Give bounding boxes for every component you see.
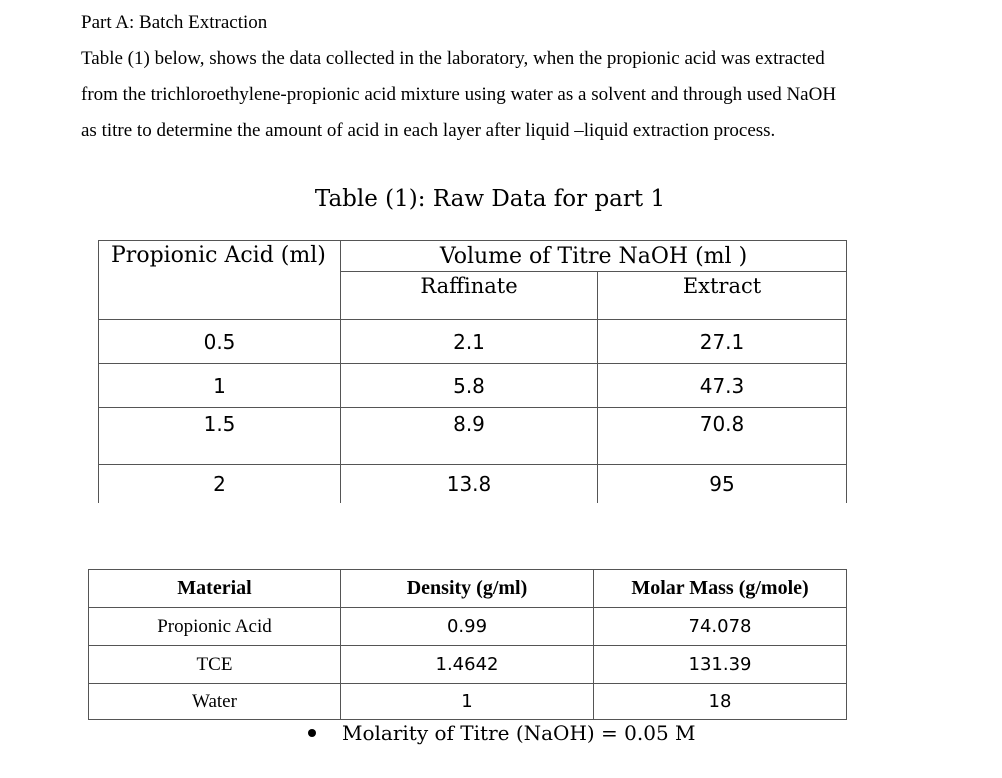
paragraph-line-2: from the trichloroethylene-propionic acid mixture using water as a solvent and through used NaOH [81, 84, 837, 105]
table-cell: 2 [99, 465, 341, 503]
table-row [99, 364, 847, 408]
table-cell: TCE [89, 646, 341, 684]
bullet-icon [308, 729, 316, 737]
table-cell: 74.078 [594, 608, 847, 646]
table-cell: 1 [341, 684, 594, 720]
table-1-caption: Table (1): Raw Data for part 1 [314, 186, 666, 212]
table-cell: 70.8 [598, 408, 847, 465]
column-header-extract: Extract [598, 272, 847, 320]
properties-table [88, 569, 847, 720]
table-row [99, 320, 847, 364]
table-cell: Propionic Acid [89, 608, 341, 646]
table-cell: 8.9 [341, 408, 598, 465]
column-header-titre-volume: Volume of Titre NaOH (ml ) [341, 241, 847, 272]
molarity-note-text: Molarity of Titre (NaOH) = 0.05 M [342, 721, 696, 745]
table-cell: Water [89, 684, 341, 720]
section-heading: Part A: Batch Extraction [81, 12, 268, 33]
table-cell: 5.8 [341, 364, 598, 408]
column-header-density: Density (g/ml) [341, 570, 594, 608]
column-header-propionic-acid: Propionic Acid (ml) [99, 241, 341, 320]
table-cell: 1 [99, 364, 341, 408]
paragraph-line-3: as titre to determine the amount of acid in each layer after liquid –liquid extraction process. [81, 120, 776, 141]
table-cell: 0.5 [99, 320, 341, 364]
table-row [89, 646, 847, 684]
table-cell: 18 [594, 684, 847, 720]
table-cell: 1.4642 [341, 646, 594, 684]
table-cell: 27.1 [598, 320, 847, 364]
column-header-molar-mass: Molar Mass (g/mole) [594, 570, 847, 608]
molarity-note [308, 721, 696, 745]
table-row [99, 408, 847, 465]
column-header-material: Material [89, 570, 341, 608]
table-cell: 0.99 [341, 608, 594, 646]
table-cell: 95 [598, 465, 847, 503]
table-cell: 2.1 [341, 320, 598, 364]
table-cell: 13.8 [341, 465, 598, 503]
column-header-raffinate: Raffinate [341, 272, 598, 320]
table-row [89, 684, 847, 720]
table-row [99, 465, 847, 503]
paragraph-line-1: Table (1) below, shows the data collected in the laboratory, when the propionic acid was extracted [81, 48, 825, 69]
table-cell: 47.3 [598, 364, 847, 408]
raw-data-table [98, 240, 847, 503]
table-cell: 131.39 [594, 646, 847, 684]
table-row [89, 608, 847, 646]
table-cell: 1.5 [99, 408, 341, 465]
